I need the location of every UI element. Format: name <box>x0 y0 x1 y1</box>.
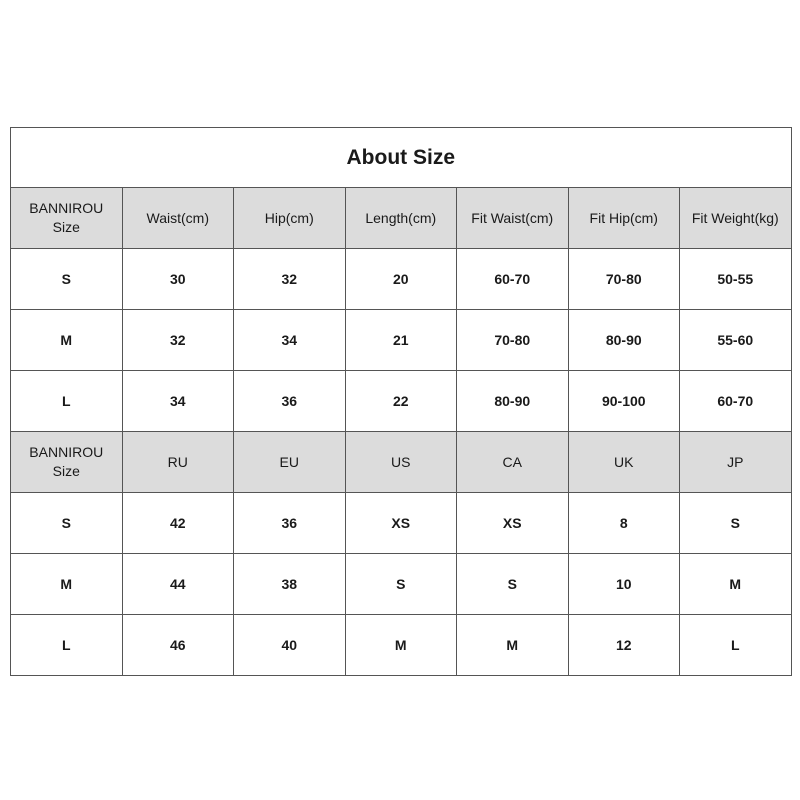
table-cell: 30 <box>122 249 234 310</box>
brand-label: BANNIROU <box>29 444 104 460</box>
measurement-header-row <box>11 188 792 249</box>
header-cell-fit-hip: Fit Hip(cm) <box>568 188 680 249</box>
header-cell-ca: CA <box>457 432 569 493</box>
table-cell: M <box>345 615 457 676</box>
table-cell: XS <box>457 493 569 554</box>
table-cell: S <box>680 493 792 554</box>
table-cell: L <box>680 615 792 676</box>
header-cell-waist: Waist(cm) <box>122 188 234 249</box>
size-cell: L <box>11 615 123 676</box>
size-cell: L <box>11 371 123 432</box>
table-row <box>11 249 792 310</box>
table-row <box>11 310 792 371</box>
table-row <box>11 615 792 676</box>
table-row <box>11 554 792 615</box>
chart-title: About Size <box>11 128 792 188</box>
header-cell-ru: RU <box>122 432 234 493</box>
table-cell: 32 <box>122 310 234 371</box>
header-cell-fit-weight: Fit Weight(kg) <box>680 188 792 249</box>
table-cell: 36 <box>234 371 346 432</box>
table-cell: 80-90 <box>457 371 569 432</box>
header-cell-length: Length(cm) <box>345 188 457 249</box>
brand-label: BANNIROU <box>29 200 104 216</box>
table-cell: 44 <box>122 554 234 615</box>
table-row <box>11 371 792 432</box>
header-cell-us: US <box>345 432 457 493</box>
table-cell: 22 <box>345 371 457 432</box>
size-cell: M <box>11 310 123 371</box>
table-cell: 80-90 <box>568 310 680 371</box>
conversion-header-row <box>11 432 792 493</box>
table-cell: S <box>345 554 457 615</box>
table-cell: 42 <box>122 493 234 554</box>
table-cell: 36 <box>234 493 346 554</box>
header-cell-eu: EU <box>234 432 346 493</box>
table-cell: 46 <box>122 615 234 676</box>
header-cell-jp: JP <box>680 432 792 493</box>
table-cell: 10 <box>568 554 680 615</box>
table-cell: 60-70 <box>680 371 792 432</box>
table-cell: M <box>457 615 569 676</box>
table-cell: 8 <box>568 493 680 554</box>
size-cell: M <box>11 554 123 615</box>
table-cell: S <box>457 554 569 615</box>
table-cell: 70-80 <box>457 310 569 371</box>
header-cell-brand-size <box>11 432 123 493</box>
table-cell: 21 <box>345 310 457 371</box>
table-cell: M <box>680 554 792 615</box>
size-label: Size <box>52 463 80 479</box>
table-cell: XS <box>345 493 457 554</box>
header-cell-brand-size <box>11 188 123 249</box>
header-cell-fit-waist: Fit Waist(cm) <box>457 188 569 249</box>
table-cell: 38 <box>234 554 346 615</box>
size-cell: S <box>11 493 123 554</box>
table-cell: 34 <box>122 371 234 432</box>
table-cell: 60-70 <box>457 249 569 310</box>
table-cell: 32 <box>234 249 346 310</box>
table-cell: 55-60 <box>680 310 792 371</box>
table-cell: 34 <box>234 310 346 371</box>
table-row <box>11 493 792 554</box>
table-cell: 12 <box>568 615 680 676</box>
table-cell: 70-80 <box>568 249 680 310</box>
table-cell: 90-100 <box>568 371 680 432</box>
table-cell: 50-55 <box>680 249 792 310</box>
title-row <box>11 128 792 188</box>
table-cell: 40 <box>234 615 346 676</box>
size-chart-table <box>10 127 792 676</box>
header-cell-hip: Hip(cm) <box>234 188 346 249</box>
size-label: Size <box>52 219 80 235</box>
table-cell: 20 <box>345 249 457 310</box>
header-cell-uk: UK <box>568 432 680 493</box>
size-cell: S <box>11 249 123 310</box>
